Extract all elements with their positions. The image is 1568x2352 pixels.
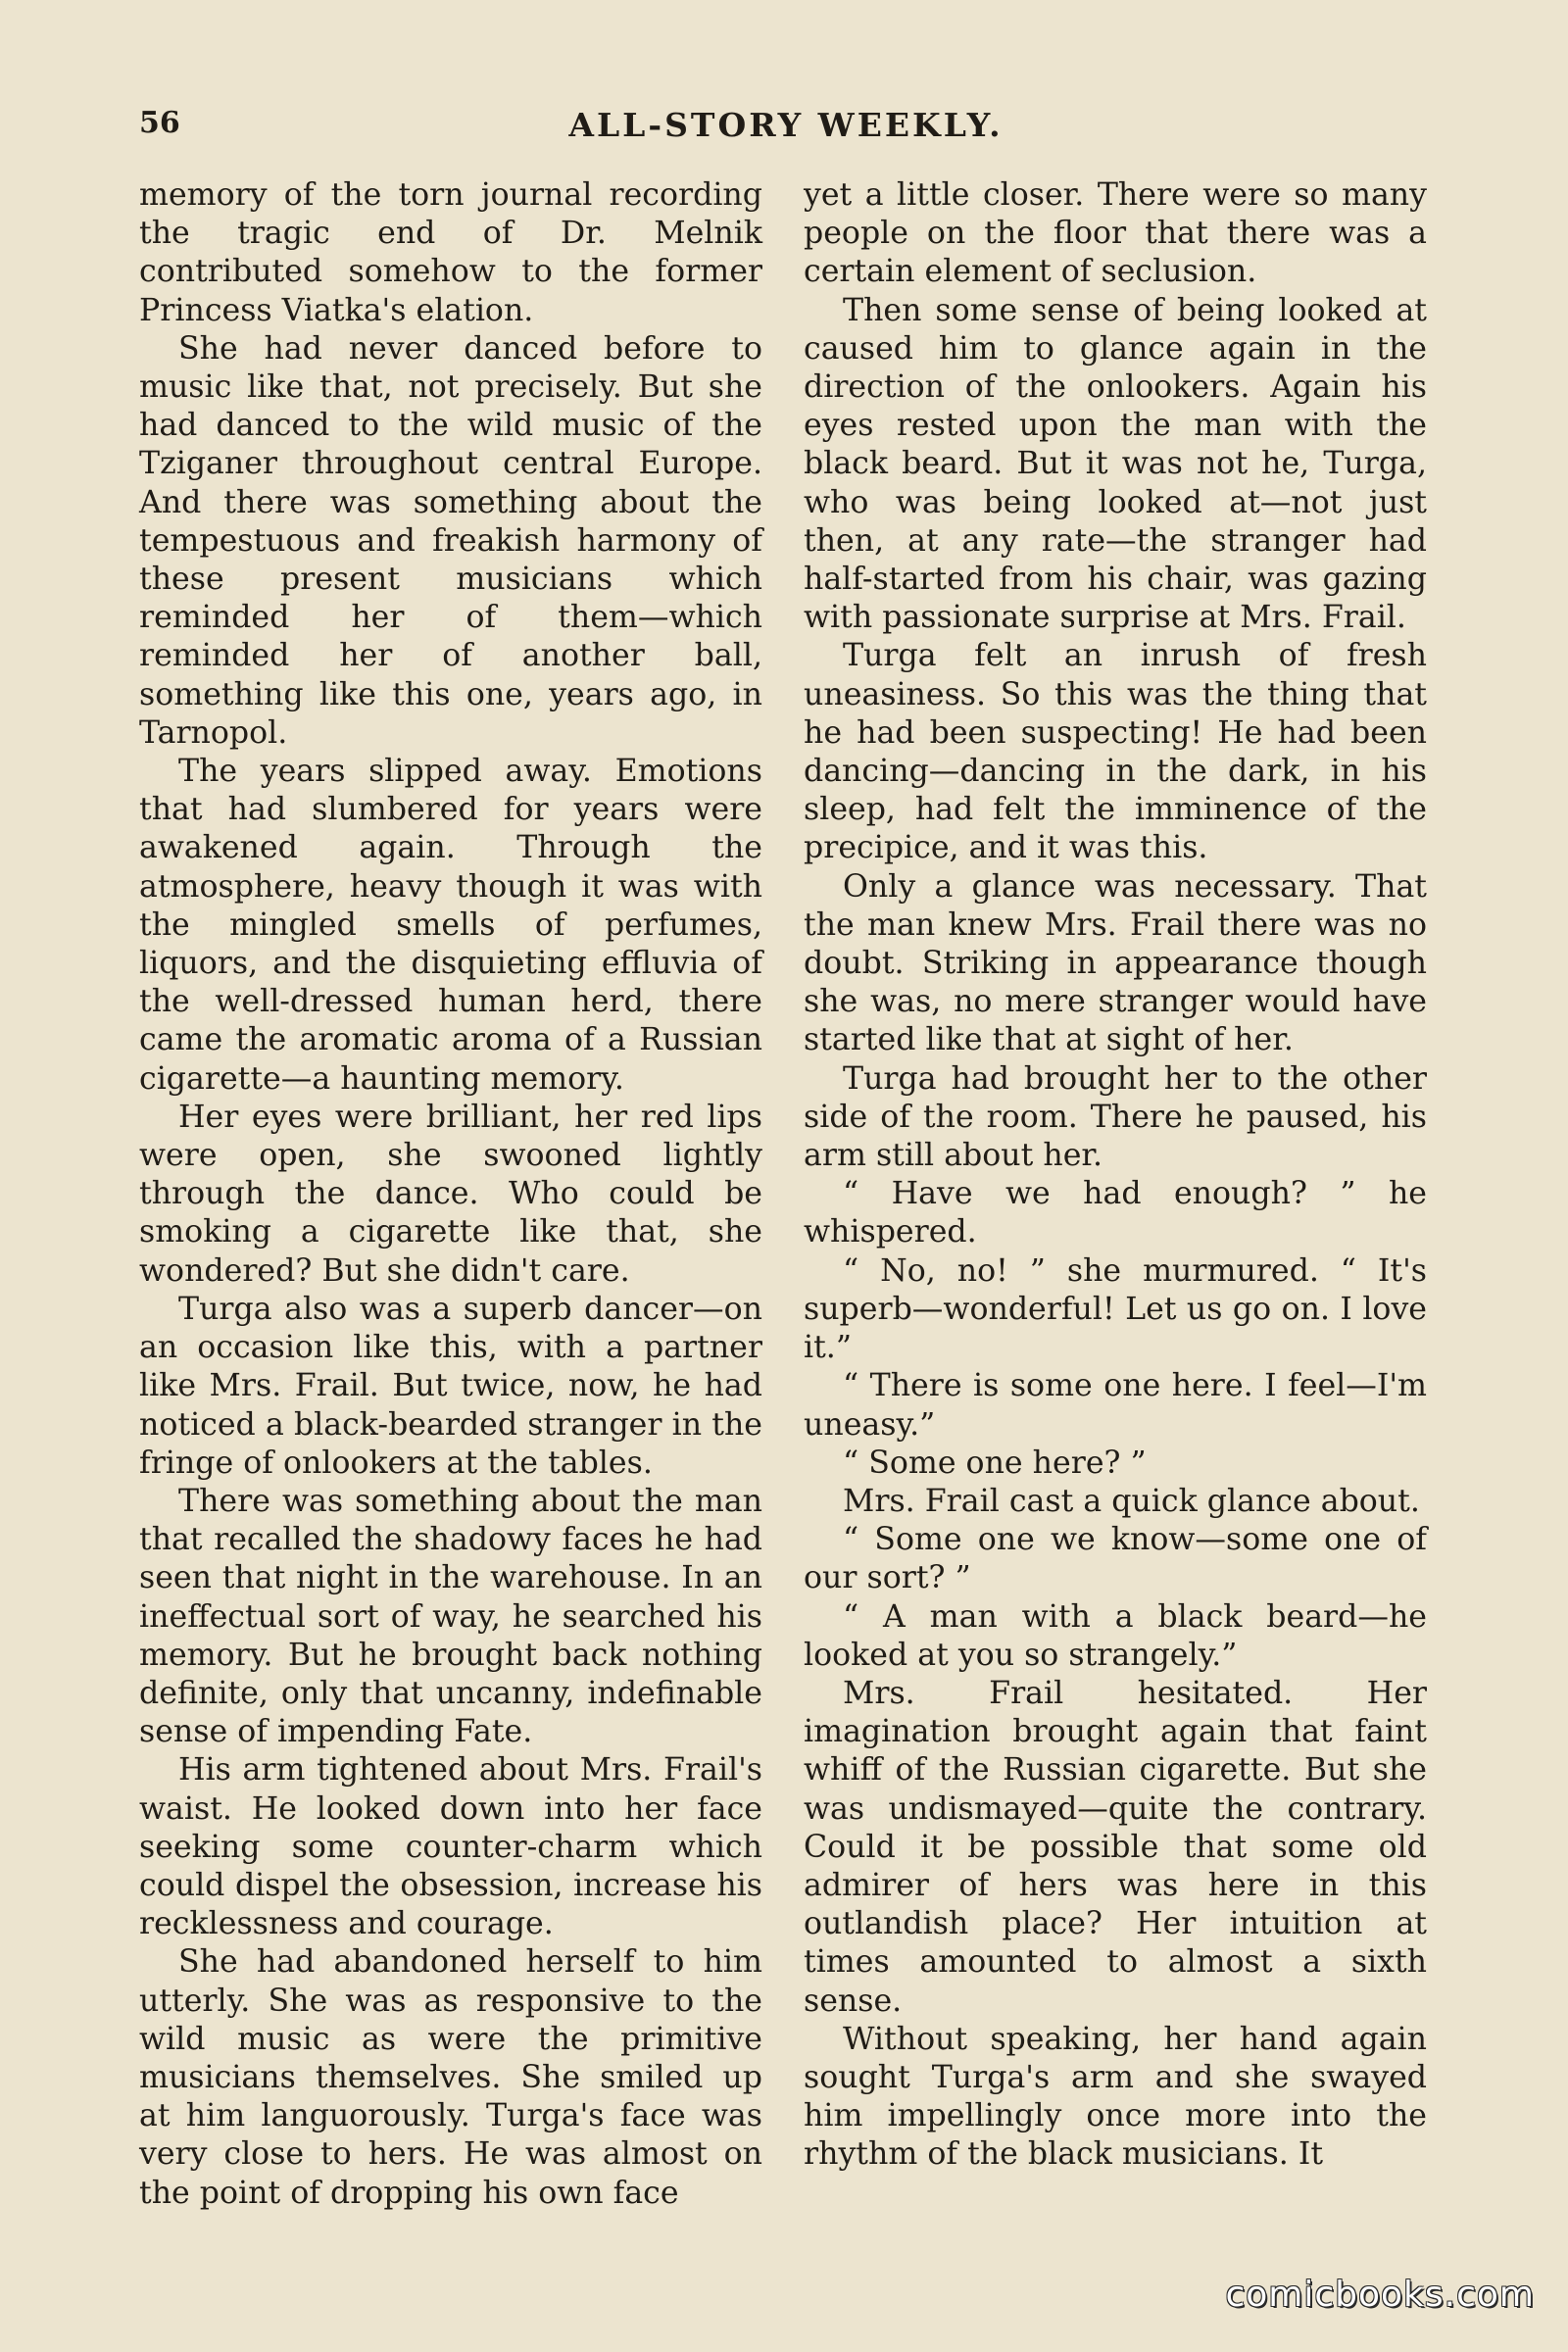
- paragraph: memory of the torn journal recording the tragic end of Dr. Melnik contributed somehow to the former Princess Viatka's elation.: [139, 177, 762, 328]
- paragraph: Turga also was a superb dancer—on an occasion like this, with a partner like Mrs. Frail. But twice, now, he had noticed a black-bearded stranger in the fringe of onlookers at the tables.: [139, 1291, 762, 1481]
- paragraph: yet a little closer. There were so many people on the floor that there was a certain element of seclusion.: [804, 177, 1427, 290]
- dialogue-paragraph: “ There is some one here. I feel—I'm uneasy.”: [804, 1368, 1427, 1443]
- paragraph: The years slipped away. Emotions that had slumbered for years were awakened again. Through the atmosphere, heavy though it was with the mingled smells of perfumes, liquors, and the disquieting effluvia of the well-dressed human herd, there came the aromatic aroma of a Russian cigarette—a haunting memory.: [139, 754, 762, 1097]
- paragraph: Turga felt an inrush of fresh uneasiness. So this was the thing that he had been suspecting! He had been dancing—dancing in the dark, in his sleep, had felt the imminence of the precipice, and it was this.: [804, 638, 1427, 866]
- paragraph: Only a glance was necessary. That the man knew Mrs. Frail there was no doubt. Striking in appearance though she was, no mere stranger would have started like that at sight of her.: [804, 868, 1427, 1058]
- page-number: 56: [139, 106, 180, 140]
- paragraph: Mrs. Frail cast a quick glance about.: [843, 1483, 1420, 1519]
- dialogue-paragraph: “ A man with a black beard—he looked at you so strangely.”: [804, 1598, 1427, 1673]
- paragraph: Without speaking, her hand again sought Turga's arm and she swayed him impellingly once more into the rhythm of the black musicians. It: [804, 2021, 1427, 2173]
- page-header: [139, 106, 1433, 149]
- paragraph: She had never danced before to music like that, not precisely. But she had danced to the wild music of the Tziganer throughout central Europe. And there was something about the tempestuous and freakish harmony of these present musicians which reminded her of them—which reminded her of another ball, something like this one, years ago, in Tarnopol.: [139, 330, 762, 751]
- site-watermark: comicbooks.com: [1225, 2275, 1535, 2315]
- paragraph: Then some sense of being looked at caused him to glance again in the direction of the onlookers. Again his eyes rested upon the man with the black beard. But it was not he, Turga, who was being looked at—not just then, at any rate—the stranger had half-started from his chair, was gazing with passionate surprise at Mrs. Frail.: [804, 292, 1427, 636]
- paragraph: Mrs. Frail hesitated. Her imagination brought again that faint whiff of the Russian cigarette. But she was undismayed—quite the contrary. Could it be possible that some old admirer of hers was here in this outlandish place? Her intuition at times amounted to almost a sixth sense.: [804, 1675, 1427, 2019]
- paragraph: There was something about the man that recalled the shadowy faces he had seen that night in the warehouse. In an ineffectual sort of way, he searched his memory. But he brought back nothing definite, only that uncanny, indefinable sense of impending Fate.: [139, 1483, 762, 1750]
- right-column: [804, 176, 1427, 2175]
- magazine-title: ALL-STORY WEEKLY.: [568, 106, 1004, 144]
- paragraph: She had abandoned herself to him utterly. She was as responsive to the wild music as were the primitive musicians themselves. She smiled up at him languorously. Turga's face was very close to hers. He was almost on the point of dropping his own face: [139, 1944, 762, 2211]
- dialogue-paragraph: “ Have we had enough? ” he whispered.: [804, 1176, 1427, 1250]
- paragraph: Turga had brought her to the other side of the room. There he paused, his arm still about her.: [804, 1060, 1427, 1174]
- left-column: [139, 176, 762, 2213]
- dialogue-paragraph: “ Some one we know—some one of our sort? ”: [804, 1522, 1427, 1596]
- paragraph: Her eyes were brilliant, her red lips were open, she swooned lightly through the dance. Who could be smoking a cigarette like that, she wondered? But she didn't care.: [139, 1099, 762, 1289]
- dialogue-paragraph: “ No, no! ” she murmured. “ It's superb—wonderful! Let us go on. I love it.”: [804, 1252, 1427, 1366]
- paragraph: His arm tightened about Mrs. Frail's waist. He looked down into her face seeking some counter-charm which could dispel the obsession, increase his recklessness and courage.: [139, 1752, 762, 1942]
- dialogue-paragraph: “ Some one here? ”: [843, 1445, 1147, 1481]
